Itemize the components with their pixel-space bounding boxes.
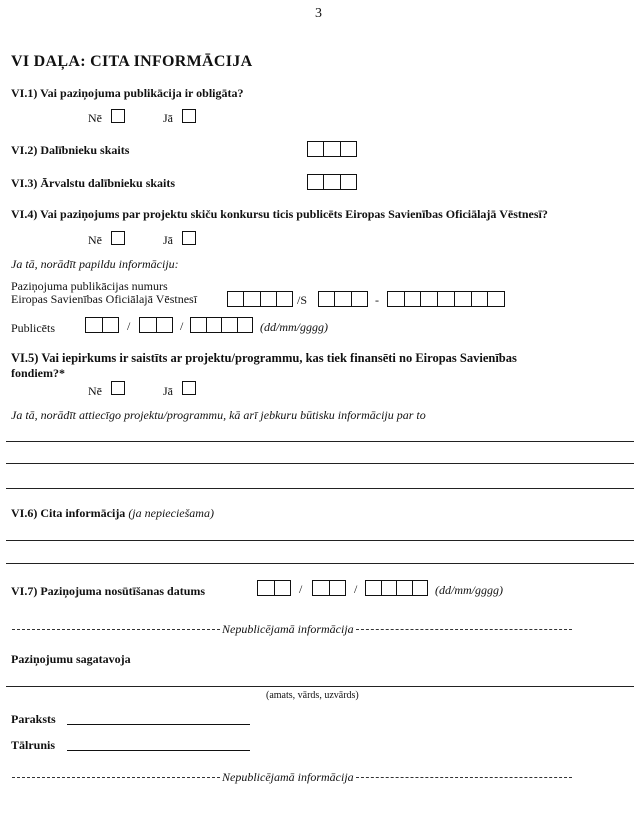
q4-note: Ja tā, norādīt papildu informāciju:: [11, 257, 179, 271]
prepared-by-caption: (amats, vārds, uzvārds): [266, 690, 359, 701]
q5-label-1: VI.5) Vai iepirkums ir saistīts ar projektu/programmu, kas tiek finansēti no Eiropas Savienības: [11, 351, 517, 365]
sent-month-field[interactable]: [312, 580, 346, 596]
published-month-field[interactable]: [139, 317, 173, 333]
published-slash-1: /: [127, 319, 131, 333]
q5-answer-line-1[interactable]: [6, 441, 634, 442]
q5-note: Ja tā, norādīt attiecīgo projektu/programmu, kā arī jebkuru būtisku informāciju par to: [11, 408, 426, 422]
signature-line[interactable]: [67, 724, 250, 725]
q6-note: (ja nepieciešama): [128, 506, 214, 520]
pub-number-label-1: Paziņojuma publikācijas numurs: [11, 279, 168, 293]
q7-label: VI.7) Paziņojuma nosūtīšanas datums: [11, 584, 206, 598]
signature-label: Paraksts: [11, 712, 56, 726]
oj-dash-separator: -: [375, 293, 379, 307]
q1-yes-label: Jā: [163, 111, 173, 125]
sent-year-field[interactable]: [365, 580, 428, 596]
q5-no-label: Nē: [88, 384, 102, 398]
prepared-by-label: Paziņojumu sagatavoja: [11, 652, 131, 666]
oj-s-separator: /S: [297, 293, 308, 307]
oj-item-number-field[interactable]: [387, 291, 505, 307]
q5-yes-checkbox[interactable]: [182, 381, 196, 395]
nonpublic-label-top: Nepublicējamā informācija: [222, 622, 354, 636]
phone-label: Tālrunis: [11, 738, 56, 752]
oj-number-field[interactable]: [227, 291, 293, 307]
page-number: 3: [315, 6, 322, 21]
published-date-format: (dd/mm/gggg): [260, 320, 328, 334]
q3-label: VI.3) Ārvalstu dalībnieku skaits: [11, 176, 176, 190]
q1-yes-checkbox[interactable]: [182, 109, 196, 123]
q6-answer-line-1[interactable]: [6, 540, 634, 541]
q6-answer-line-2[interactable]: [6, 563, 634, 564]
prepared-by-line[interactable]: [6, 686, 634, 687]
q6-heading: [11, 506, 214, 521]
participants-count-field[interactable]: [307, 141, 357, 157]
published-day-field[interactable]: [85, 317, 119, 333]
q5-no-checkbox[interactable]: [111, 381, 125, 395]
q5-answer-line-2[interactable]: [6, 463, 634, 464]
sent-slash-1: /: [299, 582, 303, 596]
oj-s-number-field[interactable]: [318, 291, 368, 307]
nonpublic-label-bottom: Nepublicējamā informācija: [222, 770, 354, 784]
q4-yes-checkbox[interactable]: [182, 231, 196, 245]
q4-label: VI.4) Vai paziņojums par projektu skiču konkursu ticis publicēts Eiropas Savienības Oficiālajā Vēstnesī?: [11, 207, 548, 221]
section-title: VI DAĻA: CITA INFORMĀCIJA: [11, 53, 253, 70]
published-slash-2: /: [180, 319, 184, 333]
q4-no-checkbox[interactable]: [111, 231, 125, 245]
q4-yes-label: Jā: [163, 233, 173, 247]
q5-answer-line-3[interactable]: [6, 488, 634, 489]
sent-day-field[interactable]: [257, 580, 291, 596]
published-label: Publicēts: [11, 321, 55, 335]
q1-no-checkbox[interactable]: [111, 109, 125, 123]
q5-label-2: fondiem?*: [11, 366, 65, 380]
sent-slash-2: /: [354, 582, 358, 596]
q1-no-label: Nē: [88, 111, 102, 125]
q5-yes-label: Jā: [163, 384, 173, 398]
nonpublic-separator-top: [12, 622, 572, 637]
published-year-field[interactable]: [190, 317, 253, 333]
pub-number-label-2: Eiropas Savienības Oficiālajā Vēstnesī: [11, 292, 198, 306]
phone-line[interactable]: [67, 750, 250, 751]
q2-label: VI.2) Dalībnieku skaits: [11, 143, 130, 157]
q4-no-label: Nē: [88, 233, 102, 247]
q6-label: VI.6) Cita informācija: [11, 506, 126, 520]
q1-label: VI.1) Vai paziņojuma publikācija ir obligāta?: [11, 86, 244, 100]
foreign-participants-count-field[interactable]: [307, 174, 357, 190]
nonpublic-separator-bottom: [12, 770, 572, 785]
sent-date-format: (dd/mm/gggg): [435, 583, 503, 597]
